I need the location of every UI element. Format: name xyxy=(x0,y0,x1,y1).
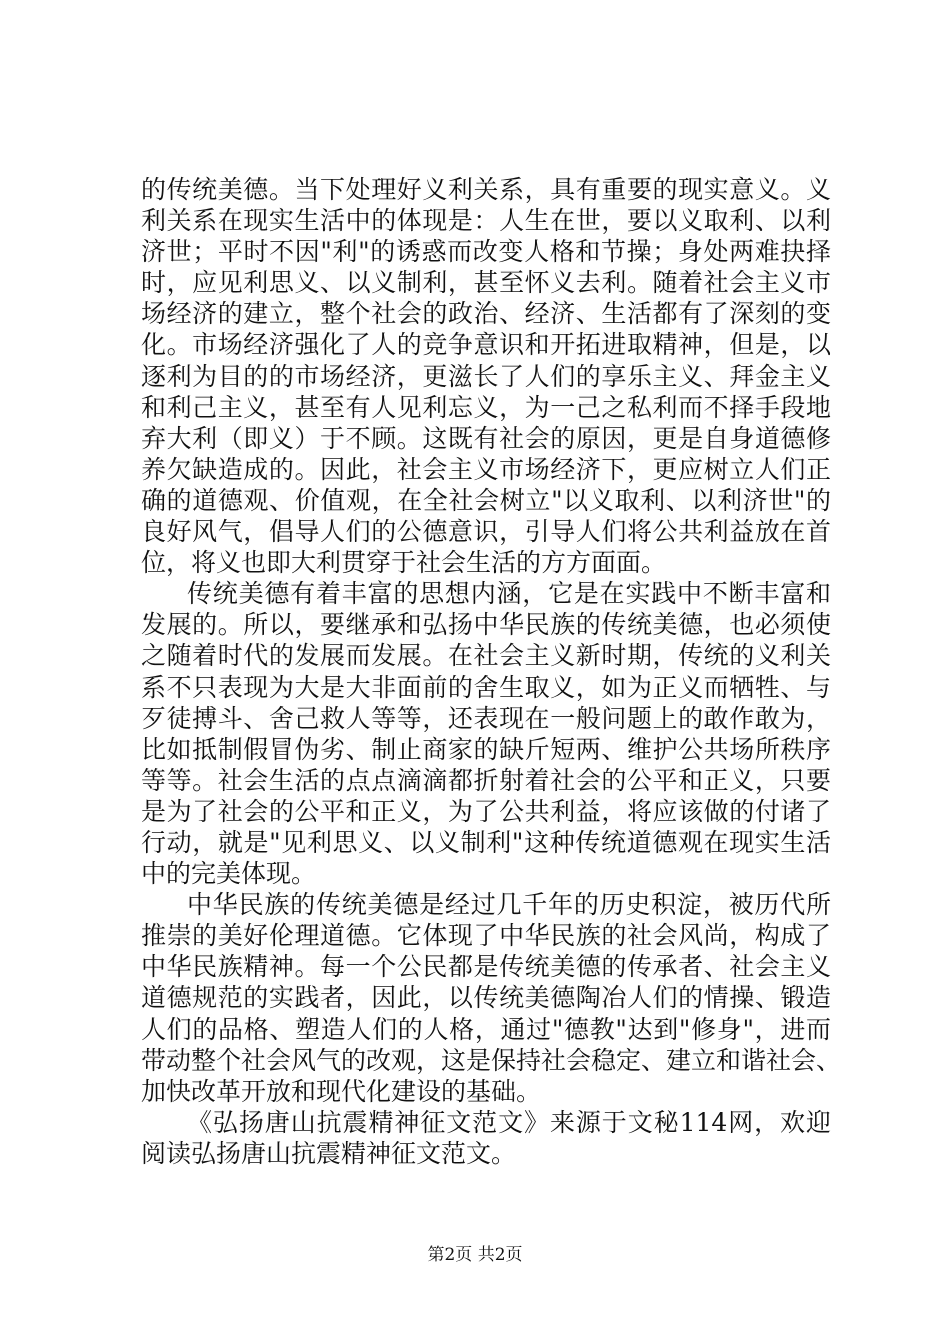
text-line: 带动整个社会风气的改观，这是保持社会稳定、建立和谐社会、 xyxy=(141,1045,842,1075)
text-line: 人们的品格、塑造人们的人格，通过"德教"达到"修身"，进而 xyxy=(141,1014,831,1044)
text-line: 系不只表现为大是大非面前的舍生取义，如为正义而牺牲、与 xyxy=(141,672,831,702)
text-line: 利关系在现实生活中的体现是：人生在世，要以义取利、以利 xyxy=(141,206,831,236)
text-line: 逐利为目的的市场经济，更滋长了人们的享乐主义、拜金主义 xyxy=(141,361,831,391)
text-line: 场经济的建立，整个社会的政治、经济、生活都有了深刻的变 xyxy=(141,299,831,329)
text-line: 中的完美体现。 xyxy=(141,859,317,889)
paragraph-start-line: 《弘扬唐山抗震精神征文范文》来源于文秘114网，欢迎 xyxy=(187,1107,831,1137)
text-line: 是为了社会的公平和正义，为了公共利益，将应该做的付诸了 xyxy=(141,796,831,826)
text-line: 的传统美德。当下处理好义利关系，具有重要的现实意义。义 xyxy=(141,175,831,204)
text-line: 中华民族精神。每一个公民都是传统美德的传承者、社会主义 xyxy=(141,952,831,982)
text-line: 养欠缺造成的。因此，社会主义市场经济下，更应树立人们正 xyxy=(141,454,831,484)
text-line: 和利己主义，甚至有人见利忘义，为一己之私利而不择手段地 xyxy=(141,392,831,422)
text-line: 阅读弘扬唐山抗震精神征文范文。 xyxy=(141,1138,517,1168)
page-footer xyxy=(0,1244,950,1266)
text-line: 时，应见利思义、以义制利，甚至怀义去利。随着社会主义市 xyxy=(141,268,831,298)
text-line: 确的道德观、价值观，在全社会树立"以义取利、以利济世"的 xyxy=(141,485,831,515)
text-line: 之随着时代的发展而发展。在社会主义新时期，传统的义利关 xyxy=(141,641,831,671)
text-line: 弃大利（即义）于不顾。这既有社会的原因，更是自身道德修 xyxy=(141,423,831,453)
paragraph-start-line: 中华民族的传统美德是经过几千年的历史积淀，被历代所 xyxy=(187,890,831,920)
text-line: 良好风气，倡导人们的公德意识，引导人们将公共利益放在首 xyxy=(141,517,831,547)
text-line: 发展的。所以，要继承和弘扬中华民族的传统美德，也必须使 xyxy=(141,610,831,640)
text-line: 位，将义也即大利贯穿于社会生活的方方面面。 xyxy=(141,548,667,578)
text-line: 歹徒搏斗、舍己救人等等，还表现在一般问题上的敢作敢为， xyxy=(141,703,831,733)
document-body xyxy=(141,174,842,1169)
text-line: 行动，就是"见利思义、以义制利"这种传统道德观在现实生活 xyxy=(141,827,831,857)
text-line: 比如抵制假冒伪劣、制止商家的缺斤短两、维护公共场所秩序 xyxy=(141,734,831,764)
paragraph-start-line: 传统美德有着丰富的思想内涵，它是在实践中不断丰富和 xyxy=(187,579,831,609)
page-number: 第2页 共2页 xyxy=(427,1245,523,1265)
text-line: 推崇的美好伦理道德。它体现了中华民族的社会风尚，构成了 xyxy=(141,921,831,951)
text-line: 等等。社会生活的点点滴滴都折射着社会的公平和正义，只要 xyxy=(141,765,831,795)
text-line: 化。市场经济强化了人的竞争意识和开拓进取精神，但是，以 xyxy=(141,330,831,360)
text-line: 济世；平时不因"利"的诱惑而改变人格和节操；身处两难抉择 xyxy=(141,237,831,267)
text-line: 道德规范的实践者，因此，以传统美德陶冶人们的情操、锻造 xyxy=(141,983,831,1013)
text-line: 加快改革开放和现代化建设的基础。 xyxy=(141,1076,542,1106)
